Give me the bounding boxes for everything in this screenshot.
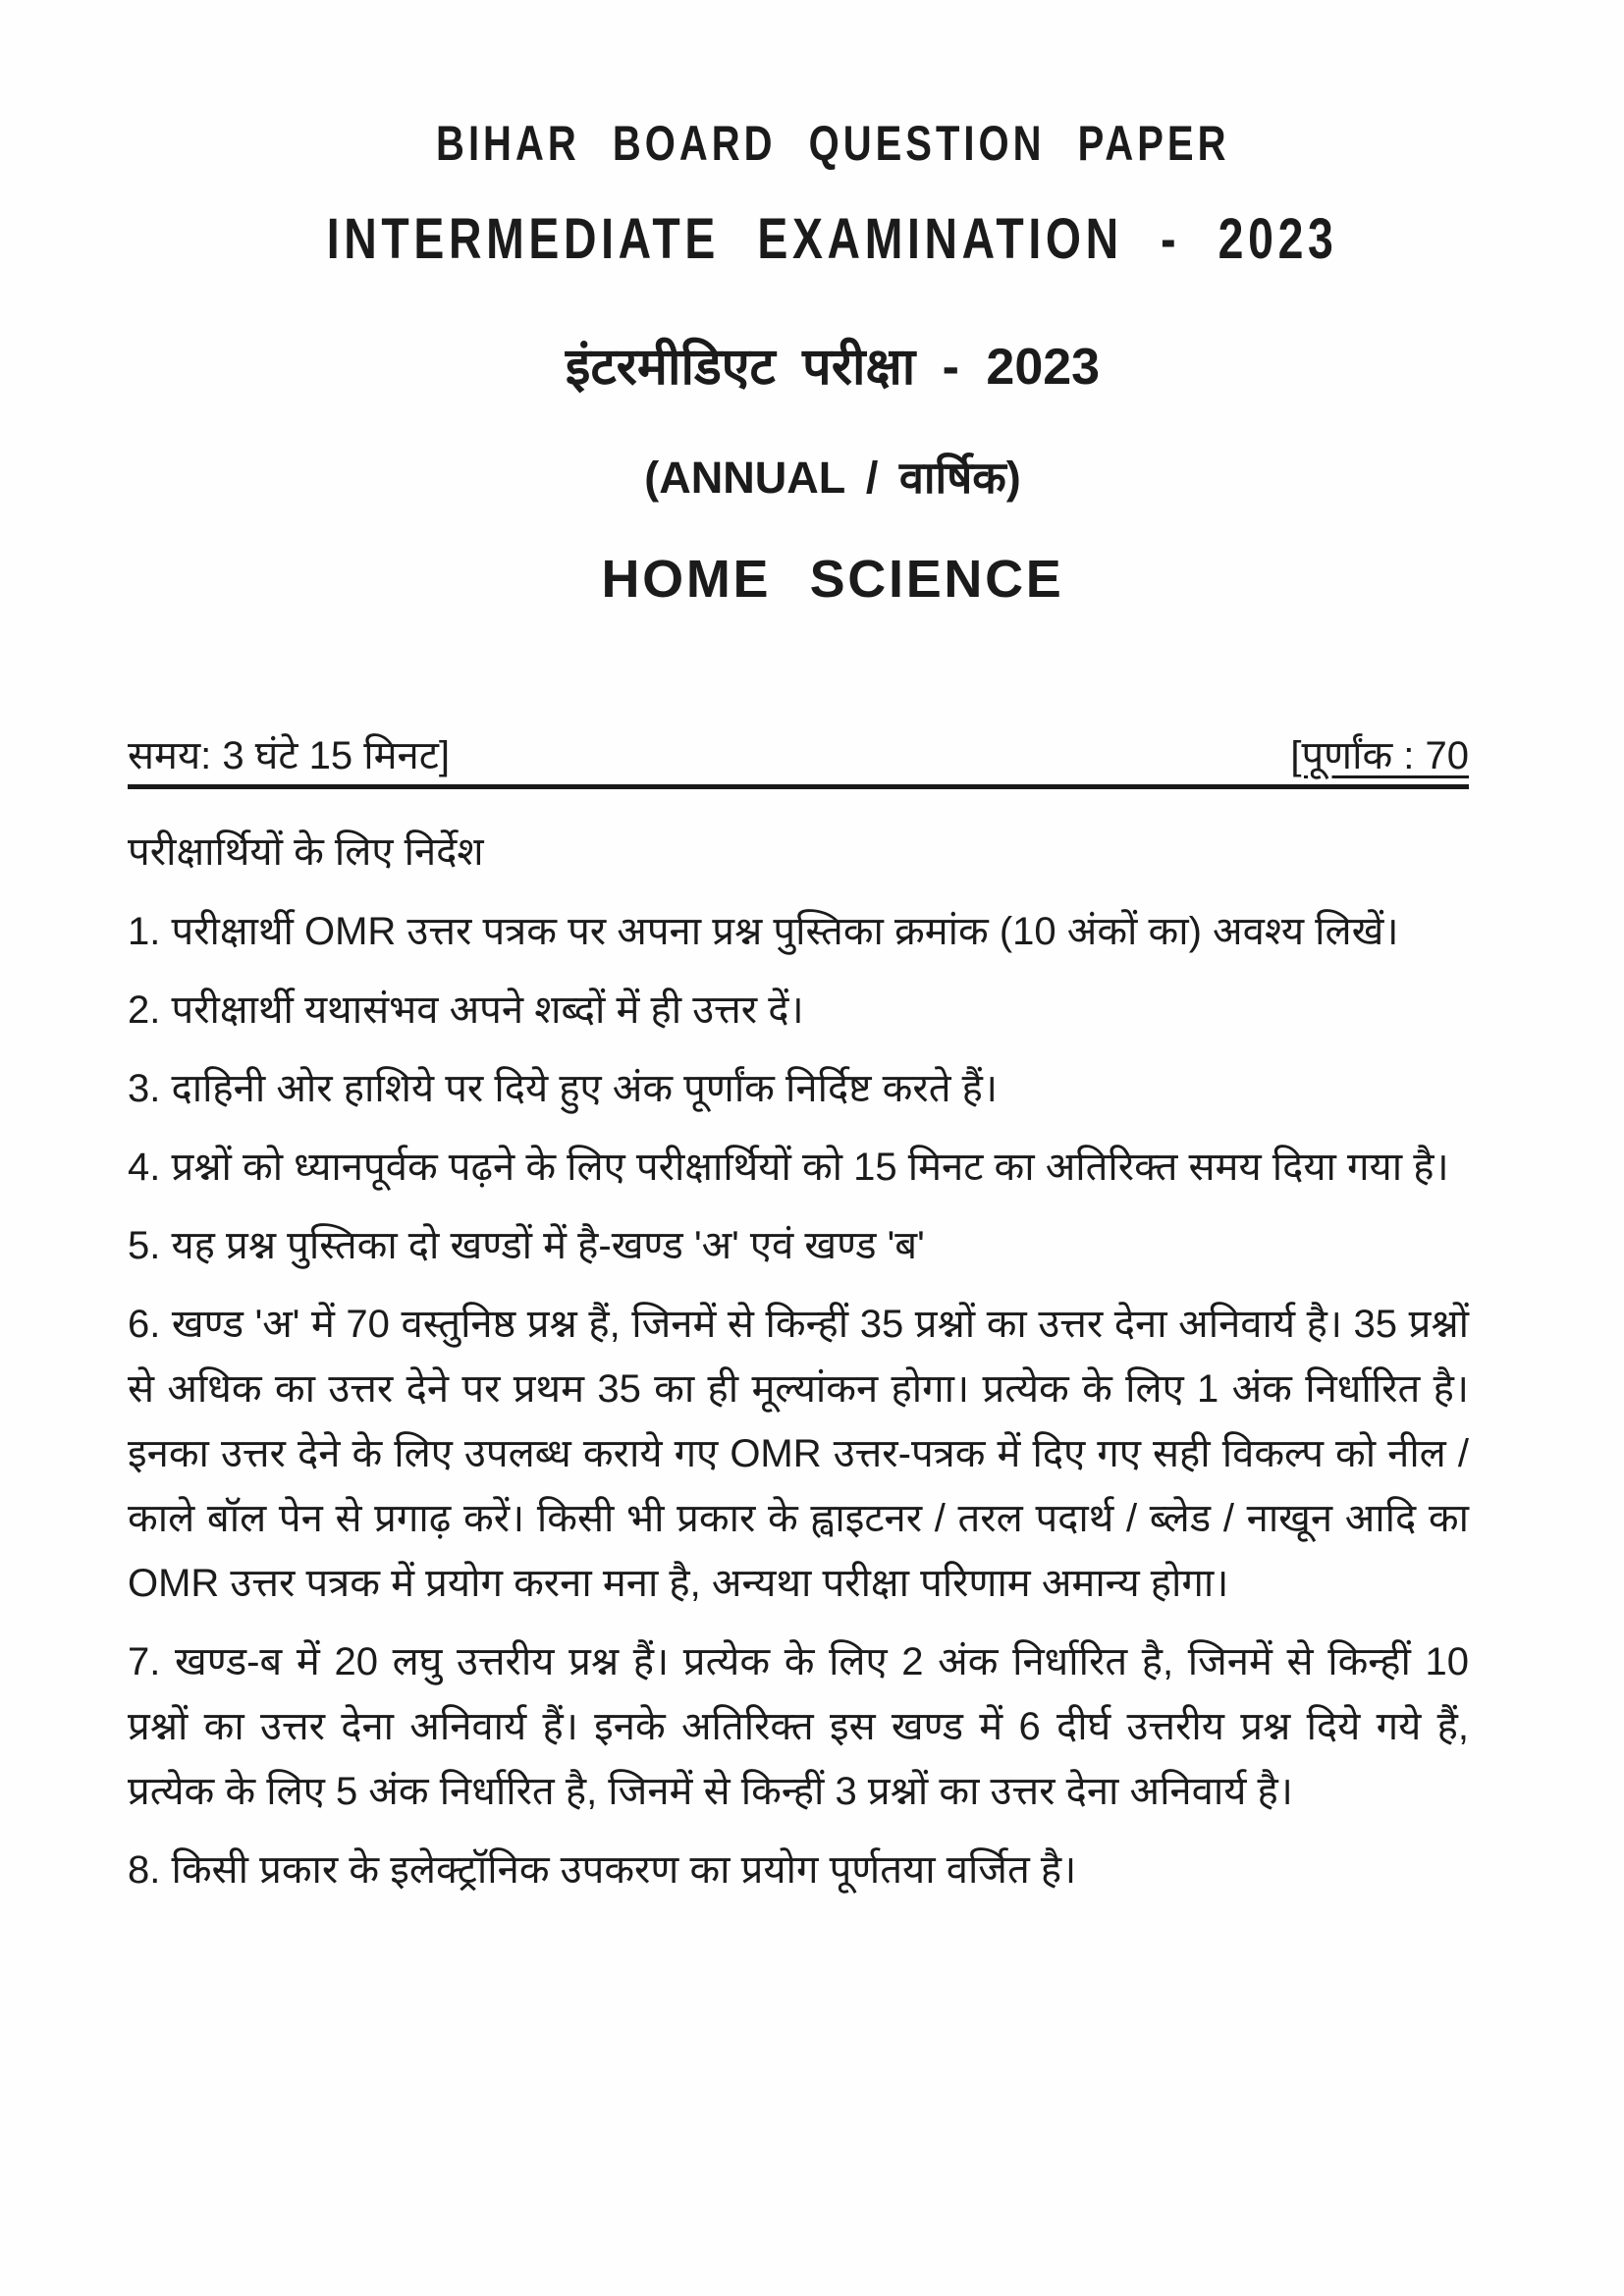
instruction-item-6: 6. खण्ड 'अ' में 70 वस्तुनिष्ठ प्रश्न हैं, जिनमें से किन्हीं 35 प्रश्नों का उत्तर देना अनिवार्य है। 35 प्रश्नों से अधिक का उत्तर देने पर प्रथम 35 का ही मूल्यांकन होगा। प्रत्येक के लिए 1 अंक निर्धारित है। इनका उत्तर देने के लिए उपलब्ध कराये गए OMR उत्तर-पत्रक में दिए गए सही विकल्प को नील / काले बॉल पेन से प्रगाढ़ करें। किसी भी प्रकार के ह्वाइटनर / तरल पदार्थ / ब्लेड / नाखून आदि का OMR उत्तर पत्रक में प्रयोग करना मना है, अन्यथा परीक्षा परिणाम अमान्य होगा।	[128, 1303, 1469, 1605]
paper-header	[0, 0, 1624, 611]
subject-title: HOME SCIENCE	[601, 550, 1064, 609]
exam-title-hindi: इंटरमीडिएट परीक्षा - 2023	[565, 339, 1101, 396]
instructions-heading: परीक्षार्थियों के लिए निर्देश	[128, 830, 484, 874]
time-marks-rule	[128, 730, 1469, 789]
board-title-line	[41, 114, 1624, 173]
instruction-item-5: 5. यह प्रश्न पुस्तिका दो खण्डों में है-खण्ड 'अ' एवं खण्ड 'ब'	[128, 1224, 925, 1267]
paper-body	[0, 730, 1624, 1902]
instruction-item-4: 4. प्रश्नों को ध्यानपूर्वक पढ़ने के लिए परीक्षार्थियों को 15 मिनट का अतिरिक्त समय दिया गया है।	[128, 1146, 1449, 1189]
time-allowed: समय: 3 घंटे 15 मिनट]	[128, 734, 451, 777]
exam-title-english: INTERMEDIATE EXAMINATION - 2023	[327, 207, 1338, 271]
instruction-item-7: 7. खण्ड-ब में 20 लघु उत्तरीय प्रश्न हैं। प्रत्येक के लिए 2 अंक निर्धारित है, जिनमें से किन्हीं 10 प्रश्नों का उत्तर देना अनिवार्य हैं। इनके अतिरिक्त इस खण्ड में 6 दीर्घ उत्तरीय प्रश्न दिये गये हैं, प्रत्येक के लिए 5 अंक निर्धारित है, जिनमें से किन्हीं 3 प्रश्नों का उत्तर देना अनिवार्य है।	[128, 1640, 1469, 1813]
board-title: BIHAR BOARD QUESTION PAPER	[435, 116, 1230, 171]
instructions-list	[128, 899, 1469, 1902]
instruction-item-3: 3. दाहिनी ओर हाशिये पर दिये हुए अंक पूर्णांक निर्दिष्ट करते हैं।	[128, 1067, 999, 1110]
exam-title-line-en	[41, 173, 1624, 273]
exam-type-line: (ANNUAL / वार्षिक)	[644, 453, 1021, 503]
instruction-item-2: 2. परीक्षार्थी यथासंभव अपने शब्दों में ही उत्तर दें।	[128, 988, 804, 1032]
instruction-item-1: 1. परीक्षार्थी OMR उत्तर पत्रक पर अपना प्रश्न पुस्तिका क्रमांक (10 अंकों का) अवश्य लिखें।	[128, 910, 1399, 953]
instruction-item-8: 8. किसी प्रकार के इलेक्ट्रॉनिक उपकरण का प्रयोग पूर्णतया वर्जित है।	[128, 1848, 1077, 1892]
full-marks: [पूर्णांक : 70	[1290, 734, 1469, 777]
